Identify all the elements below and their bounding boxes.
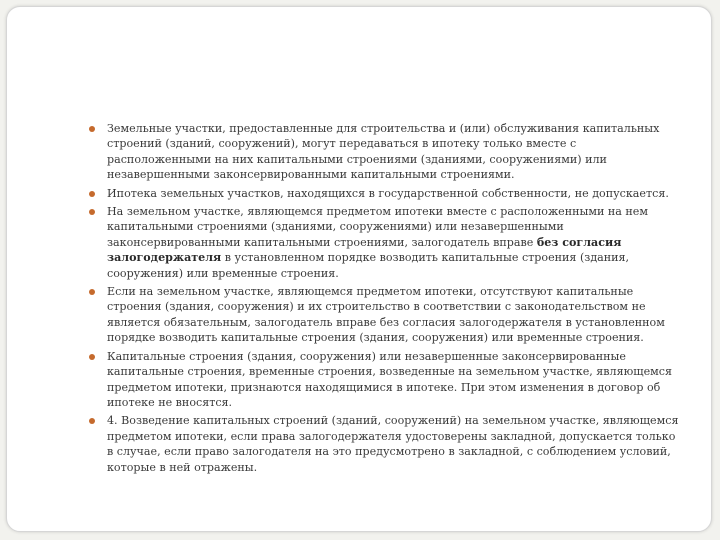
bullet-icon — [89, 354, 95, 360]
bullet-text: 4. Возведение капитальных строений (зданий, сооружений) на земельном участке, являющемся предметом ипотеки, если права залогодержателя удостоверены закладной, допускается только в случае, если право залогодателя на это предусмотрено в закладной, с соблюдением условий, которые в ней отражены. — [107, 414, 679, 474]
bullet-icon — [89, 209, 95, 215]
bullet-icon — [89, 418, 95, 424]
bullet-text-before: На земельном участке, являющемся предметом ипотеки вместе с расположенными на нем капитальными строениями (зданиями, сооружениями) или незавершенными законсервированными капитальными строениями, залогодатель вправе — [107, 205, 649, 249]
bullet-item-3 — [89, 204, 679, 281]
bullet-icon — [89, 289, 95, 295]
bullet-text-after: в установленном порядке возводить капитальные строения (здания, сооружения) или временные строения. — [107, 251, 630, 280]
bullet-item-6 — [89, 413, 679, 475]
slide — [6, 6, 712, 532]
bullet-item-4 — [89, 284, 679, 346]
bullet-text: Если на земельном участке, являющемся предметом ипотеки, отсутствуют капитальные строения (здания, сооружения) и их строительство в соответствии с законодательством не является обязательным, залогодатель вправе без согласия залогодержателя в установленном порядке возводить капитальные строения (здания, сооружения) или временные строения. — [107, 285, 665, 345]
slide-content — [89, 121, 679, 478]
bullet-text: Капитальные строения (здания, сооружения) или незавершенные законсервированные капитальные строения, временные строения, возведенные на земельном участке, являющемся предметом ипотеки, признаются находящимися в ипотеке. При этом изменения в договор об ипотеке не вносятся. — [107, 349, 672, 409]
bullet-text: Ипотека земельных участков, находящихся в государственной собственности, не допускается. — [107, 186, 669, 200]
bullet-item-2 — [89, 186, 679, 201]
bullet-text: Земельные участки, предоставленные для строительства и (или) обслуживания капитальных строений (зданий, сооружений), могут передаваться в ипотеку только вместе с расположенными на них капитальными строениями (зданиями, сооружениями) или незавершенными законсервированными капитальными строениями. — [107, 122, 660, 182]
bullet-text-bold: без согласия залогодержателя — [107, 235, 622, 265]
bullet-icon — [89, 126, 95, 132]
bullet-list — [89, 121, 679, 475]
bullet-icon — [89, 191, 95, 197]
bullet-item-1 — [89, 121, 679, 183]
bullet-item-5 — [89, 349, 679, 411]
